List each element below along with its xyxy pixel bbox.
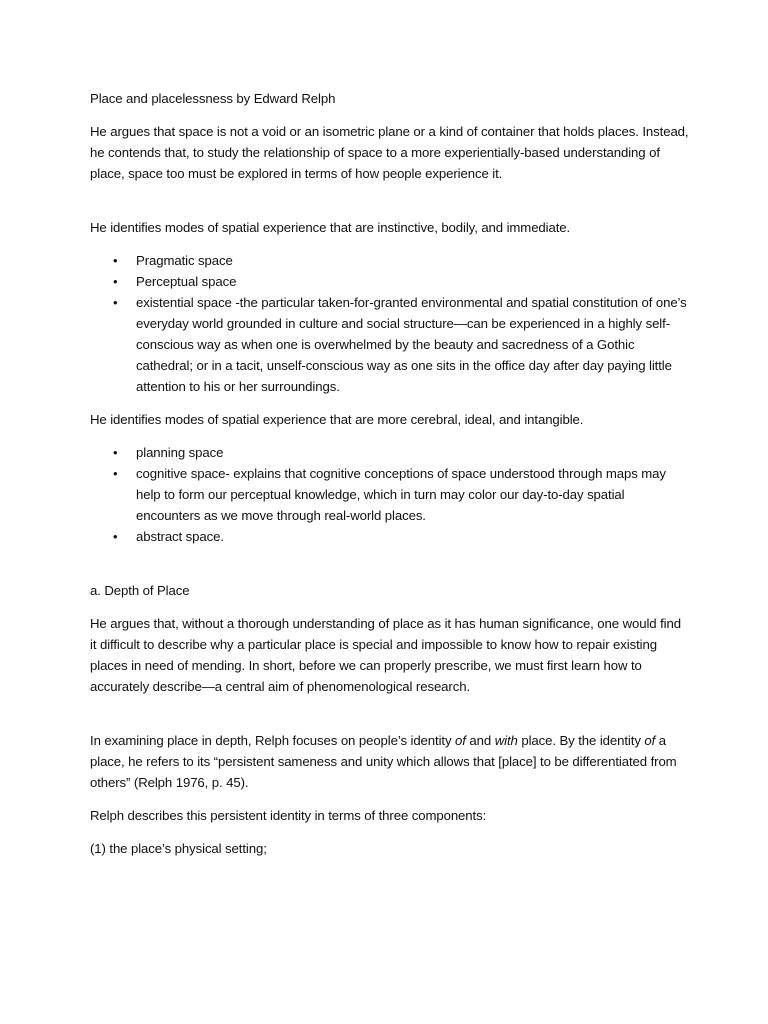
emphasis-with: with xyxy=(494,733,518,748)
list-cerebral-spaces xyxy=(90,442,690,547)
emphasis-of: of xyxy=(455,733,466,748)
list-item: • Pragmatic space xyxy=(90,250,690,271)
text-run: In examining place in depth, Relph focuses on people’s identity xyxy=(90,733,456,748)
document-body xyxy=(90,88,690,871)
paragraph-depth-argument: He argues that, without a thorough understanding of place as it has human significance, one would find it difficult to describe why a particular place is special and impossible to know how to repair existing places in need of mending. In short, before we can properly prescribe, we must first learn how to accurately describe—a central aim of phenomenological research. xyxy=(90,616,681,694)
list-instinctive-spaces xyxy=(90,250,690,397)
text-run: a place, he refers to its “persistent sameness and unity which allows that [place] to be differentiated from others” (Relph 1976, p. 45). xyxy=(90,733,677,790)
list-item: • cognitive space- explains that cognitive conceptions of space understood through maps may help to form our perceptual knowledge, which in turn may color our day-to-day spatial encounters as we move through real-world places. xyxy=(90,463,690,526)
paragraph-space-argument: He argues that space is not a void or an isometric plane or a kind of container that holds places. Instead, he contends that, to study the relationship of space to a more experientially-based understanding of place, space too must be explored in terms of how people experience it. xyxy=(90,124,689,181)
paragraph-cerebral-modes: He identifies modes of spatial experience that are more cerebral, ideal, and intangible. xyxy=(90,412,584,427)
list-item: • Perceptual space xyxy=(90,271,690,292)
paragraph-instinctive-modes: He identifies modes of spatial experience that are instinctive, bodily, and immediate. xyxy=(90,220,571,235)
paragraph-components-intro: Relph describes this persistent identity in terms of three components: xyxy=(90,808,487,823)
list-item: • planning space xyxy=(90,442,690,463)
paragraph-identity xyxy=(90,730,690,793)
document-title: Place and placelessness by Edward Relph xyxy=(90,91,336,106)
emphasis-of: of xyxy=(644,733,656,748)
list-item: • existential space -the particular taken-for-granted environmental and spatial constitution of one’s everyday world grounded in culture and social structure—can be experienced in a highly self-conscious way as when one is overwhelmed by the beauty and sacredness of a Gothic cathedral; or in a tacit, unself-conscious way as one sits in the office day after day paying little attention to his or her surroundings. xyxy=(90,292,690,397)
paragraph-component-1: (1) the place’s physical setting; xyxy=(90,841,267,856)
text-run: and xyxy=(465,733,495,748)
text-run: place. By the identity xyxy=(517,733,645,748)
section-heading-depth-of-place: a. Depth of Place xyxy=(90,583,190,598)
list-item: • abstract space. xyxy=(90,526,690,547)
